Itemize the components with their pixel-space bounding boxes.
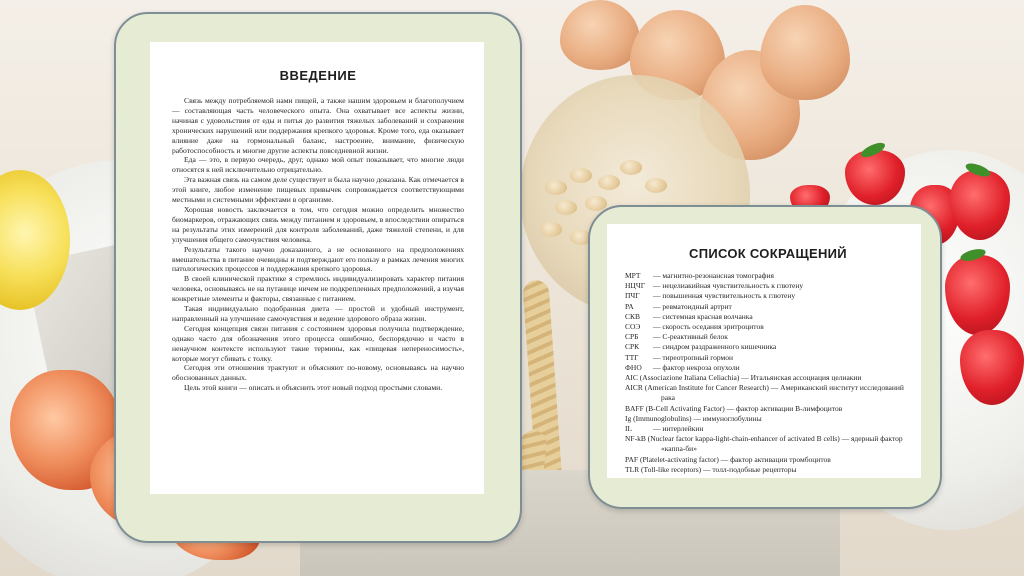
abbreviation-row (625, 291, 911, 301)
abbreviation-row (625, 332, 911, 342)
abbreviation-term: ТТГ (625, 352, 639, 362)
abbreviation-row (625, 383, 911, 403)
abbreviation-definition: — ревматоидный артрит (653, 301, 732, 311)
abbreviations-list (625, 271, 911, 475)
abbreviation-definition: — С-реактивный белок (653, 332, 728, 342)
intro-paragraph: Еда — это, в первую очередь, друг, однако мой опыт показывает, что многие люди относятся к ней исключительно отрицательно. (172, 155, 464, 175)
abbreviation-term: IL (625, 424, 633, 434)
peanut (555, 200, 577, 215)
abbreviation-definition: — интерлейкин (653, 424, 704, 434)
peanut (545, 180, 567, 195)
abbreviation-row (625, 312, 911, 322)
abbreviation-row (625, 404, 911, 414)
abbreviation-row (625, 373, 911, 383)
intro-paragraph: Сегодня концепция связи питания с состоянием здоровья получила подтверждение, однако часто для обозначения этого процесса ошибочно, беспорядочно и часто в ненаучном контексте используют такие термины, как «пищевая непереносимость», которые могут сбивать с толку. (172, 323, 464, 363)
abbreviation-row (625, 353, 911, 363)
egg (760, 5, 850, 100)
intro-paragraph: Цель этой книги — описать и объяснить этот новый подход простыми словами. (184, 383, 443, 393)
intro-paragraph: Связь между потребляемой нами пищей, а также нашим здоровьем и благополучием — составляющая часть человеческого опыта. Она охватывает все аспекты жизни, начиная с удовольствия от еды и питья до развития тяжелых заболеваний и сохранения хронических нарушений или поддержания крепкого здоровья. Кроме того, еда оказывает влияние даже на гормональный баланс, настроение, внимание, физическую работоспособность и многие другие аспекты повседневной жизни. (172, 96, 464, 155)
peanut (570, 168, 592, 183)
abbreviations-page (607, 224, 921, 478)
abbreviation-definition: — повышенная чувствительность к глютену (653, 291, 796, 301)
intro-paragraph: Такая индивидуально подобранная диета — простой и удобный инструмент, направленный на улучшение самочувствия и ведение здорового образа жизни. (172, 304, 464, 323)
abbreviation-definition: AIC (Associazione Italiana Celiachia) — Итальянская ассоциация целиакии (625, 373, 862, 383)
abbreviation-term: ФНО (625, 362, 642, 372)
peanut (598, 175, 620, 190)
abbreviation-row (625, 424, 911, 434)
intro-paragraph: Сегодня эти отношения трактуют и объясняют по-новому, основываясь на научно обоснованных данных. (172, 363, 464, 383)
abbreviation-definition: NF-kB (Nuclear factor kappa-light-chain-enhancer of activated B cells) — ядерный фактор «каппа-би» (625, 434, 903, 454)
abbreviation-definition: — системная красная волчанка (653, 311, 753, 321)
intro-paragraph: Эта важная связь на самом деле существует и была научно доказана. Как отмечается в этой книге, любое изменение пищевых привычек сопровождается соответствующими местными и системными эффектами в организме. (172, 175, 464, 205)
intro-page (150, 42, 484, 494)
intro-card (114, 12, 522, 543)
abbreviation-row (625, 434, 911, 454)
abbreviation-row (625, 281, 911, 291)
intro-title: ВВЕДЕНИЕ (279, 68, 357, 83)
abbreviation-definition: BAFF (B-Cell Activating Factor) — фактор активации В-лимфоцитов (625, 403, 843, 413)
abbreviation-term: РА (625, 301, 634, 311)
abbreviation-term: СКВ (625, 311, 641, 321)
abbreviation-term: СОЭ (625, 322, 641, 332)
abbreviation-term: НЦЧГ (625, 281, 646, 291)
intro-paragraph: Хорошая новость заключается в том, что сегодня можно определить множество биомаркеров, отражающих связь между питанием и здоровьем, в впоследствии опираться на результаты этих измерений для контроля заболеваний, даже тяжелой степени, и для улучшения общего самочувствия человека. (172, 204, 464, 244)
abbreviation-row (625, 271, 911, 281)
abbreviation-row (625, 455, 911, 465)
abbreviation-term: ПЧГ (625, 291, 640, 301)
abbreviation-definition: Ig (Immunoglobulins) — иммуноглобулины (625, 413, 762, 423)
abbreviation-row (625, 302, 911, 312)
abbreviation-term: СРК (625, 342, 640, 352)
abbreviation-definition: — фактор некроза опухоли (653, 362, 740, 372)
abbreviation-row (625, 414, 911, 424)
abbreviation-definition: — тиреотропный гормон (653, 352, 734, 362)
abbreviation-definition: — магнитно-резонансная томография (653, 271, 774, 280)
abbreviation-definition: AICR (American Institute for Cancer Research) — Американский институт исследований рака (625, 383, 904, 403)
peanut (540, 222, 562, 237)
intro-paragraph: В своей клинической практике я стремлюсь индивидуализировать характер питания человека, основываясь не на путанице ничем не подкрепленных предположений, а изучая конкретные элементы и факторы, связанные с питанием. (172, 274, 464, 304)
abbreviation-definition: PAF (Platelet-activating factor) — фактор активации тромбоцитов (625, 454, 831, 464)
abbreviations-card (588, 205, 942, 509)
abbreviation-definition: TLR (Toll-like receptors) — толл-подобные рецепторы (625, 464, 797, 474)
abbreviation-row (625, 322, 911, 332)
intro-paragraph: Результаты такого научно доказанного, а не основанного на предположениях вмешательства в питание очевидны и подтверждают его пользу в рамках лечения многих патологических процессов и поддержания крепкого здоровья. (172, 244, 464, 274)
abbreviation-term: СРБ (625, 332, 639, 342)
abbreviations-title: СПИСОК СОКРАЩЕНИЙ (689, 246, 847, 261)
abbreviation-term: МРТ (625, 271, 641, 280)
abbreviation-row (625, 342, 911, 352)
abbreviation-definition: — скорость оседания эритроцитов (653, 322, 764, 332)
egg (560, 0, 640, 70)
abbreviation-row (625, 363, 911, 373)
abbreviation-row (625, 465, 911, 475)
peanut (620, 160, 642, 175)
abbreviation-definition: — нецелиакийная чувствительность к глютену (653, 281, 804, 291)
abbreviation-definition: — синдром раздраженного кишечника (653, 342, 777, 352)
peanut (645, 178, 667, 193)
